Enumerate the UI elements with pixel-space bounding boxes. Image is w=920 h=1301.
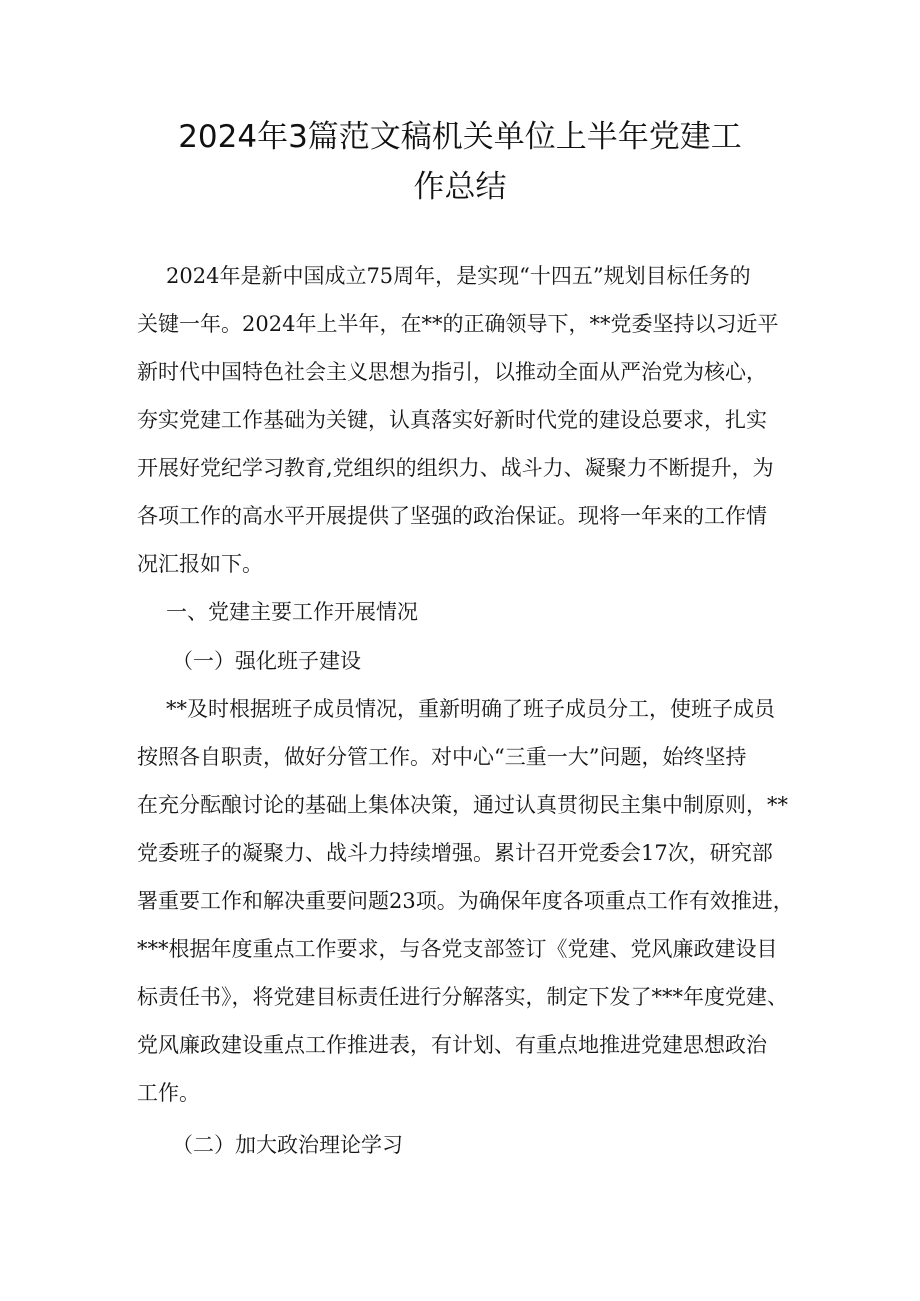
document-title xyxy=(120,112,800,212)
paragraph-line: **及时根据班子成员情况，重新明确了班子成员分工，使班子成员 xyxy=(166,697,775,721)
subsection-heading: （一）强化班子建设 xyxy=(172,649,361,673)
paragraph-line: 标责任书》，将党建目标责任进行分解落实，制定下发了***年度党建、 xyxy=(137,985,788,1009)
paragraph-line: 党风廉政建设重点工作推进表，有计划、有重点地推进党建思想政治 xyxy=(137,1033,767,1057)
paragraph-line: ***根据年度重点工作要求，与各党支部签订《党建、党风廉政建设目 xyxy=(137,937,778,961)
paragraph-line: 按照各自职责，做好分管工作。对中心“三重一大”问题，始终坚持 xyxy=(137,745,747,769)
section-heading: 一、党建主要工作开展情况 xyxy=(166,600,418,624)
paragraph-line: 在充分酝酿讨论的基础上集体决策，通过认真贯彻民主集中制原则，** xyxy=(137,793,788,817)
paragraph-line: 各项工作的高水平开展提供了坚强的政治保证。现将一年来的工作情 xyxy=(137,504,767,528)
paragraph-line: 开展好党纪学习教育,党组织的组织力、战斗力、凝聚力不断提升，为 xyxy=(137,456,774,480)
paragraph-line: 工作。 xyxy=(137,1081,200,1105)
title-line-1: 2024年3篇范文稿机关单位上半年党建工 xyxy=(178,119,742,155)
title-line-2: 作总结 xyxy=(413,169,507,205)
paragraph-line: 新时代中国特色社会主义思想为指引，以推动全面从严治党为核心， xyxy=(137,360,767,384)
paragraph-line: 党委班子的凝聚力、战斗力持续增强。累计召开党委会17次，研究部 xyxy=(137,841,773,865)
paragraph-line: 署重要工作和解决重要问题23项。为确保年度各项重点工作有效推进， xyxy=(137,889,794,913)
paragraph-line: 2024年是新中国成立75周年，是实现“十四五”规划目标任务的 xyxy=(166,264,751,288)
paragraph-line: 关键一年。2024年上半年，在**的正确领导下，**党委坚持以习近平 xyxy=(137,312,779,336)
subsection-heading: （二）加大政治理论学习 xyxy=(172,1133,403,1157)
paragraph-line: 况汇报如下。 xyxy=(137,552,263,576)
paragraph-line: 夯实党建工作基础为关键，认真落实好新时代党的建设总要求，扎实 xyxy=(137,408,767,432)
